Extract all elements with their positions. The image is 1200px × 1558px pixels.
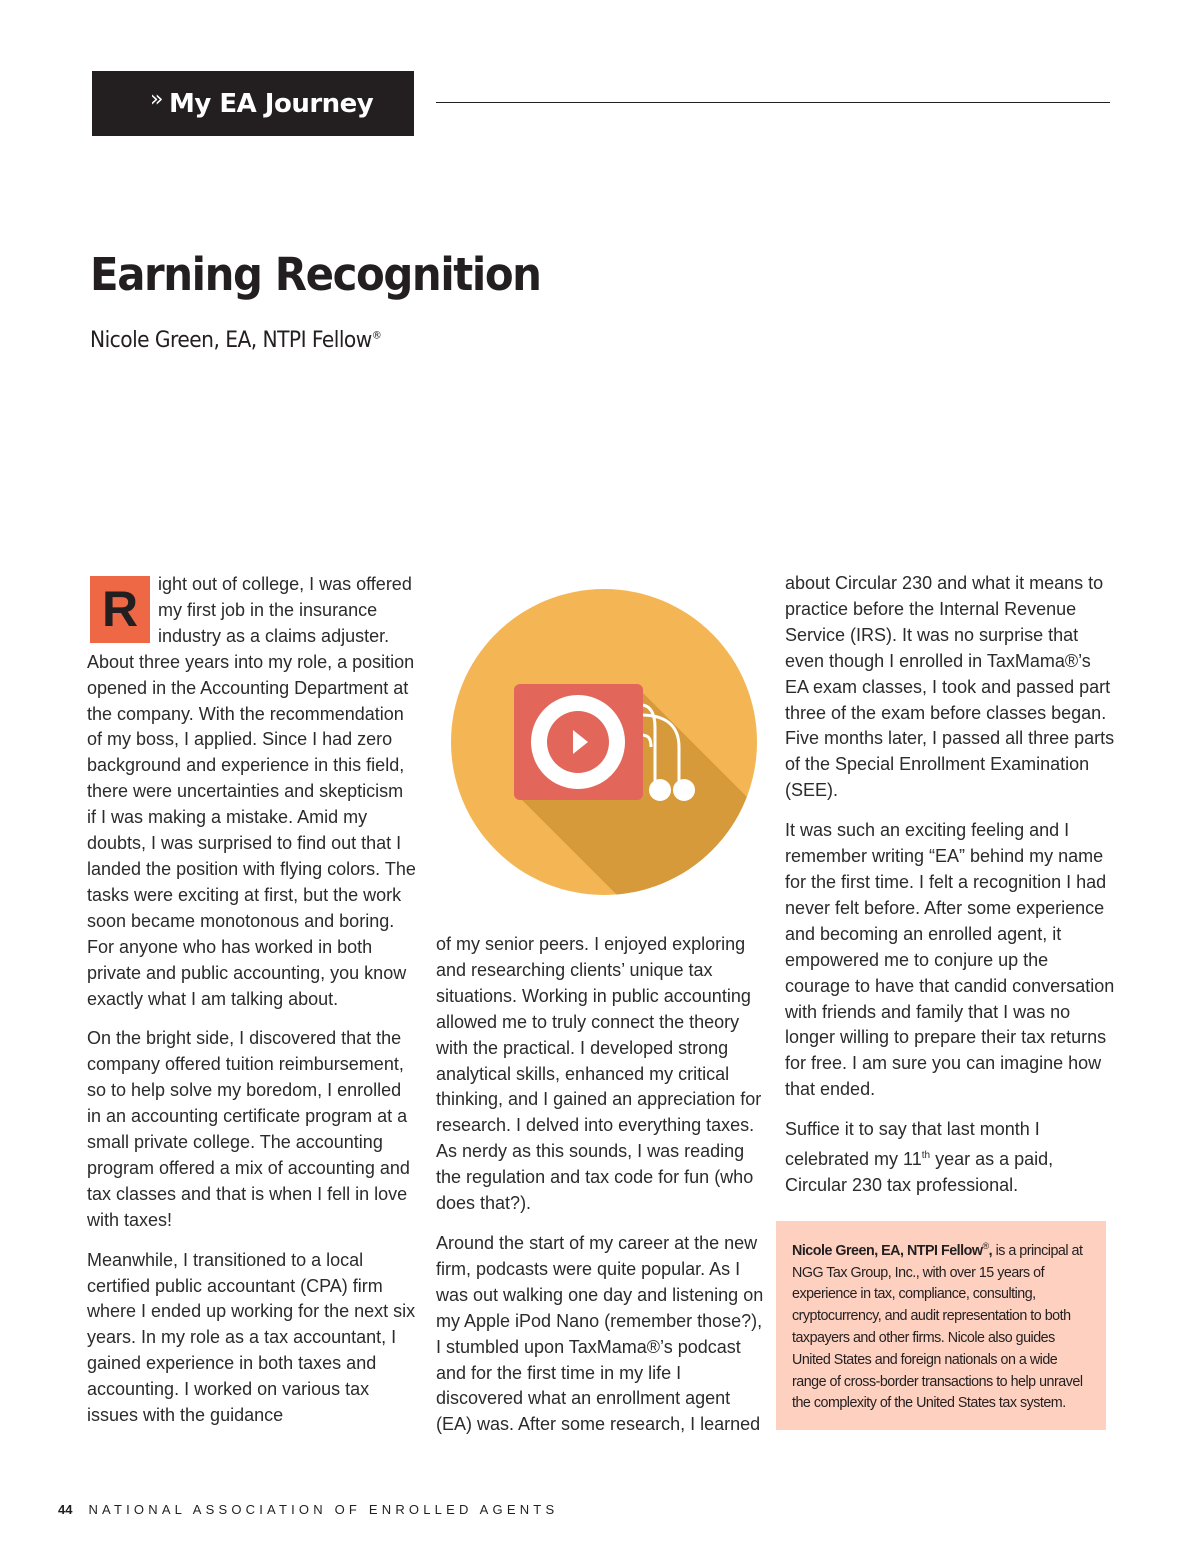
bio-name-comma: , xyxy=(988,1242,993,1259)
article-paragraph xyxy=(785,1117,1115,1199)
article-paragraph: On the bright side, I discovered that the company offered tuition reimbursement, so to help solve my boredom, I enrolled in an accounting certificate program at a small private college. The accounting program offered a mix of accounting and tax classes and that is when I fell in love with taxes! xyxy=(87,1028,410,1230)
page-footer xyxy=(58,1502,558,1517)
earbud-right xyxy=(673,779,695,801)
article-paragraph: of my senior peers. I enjoyed exploring and researching clients’ unique tax situations. Working in public accounting allowed me to truly connect the theory with the practical. I developed strong analytical skills, enhanced my critical thinking, and I gained an appreciation for research. I delved into everything taxes. As nerdy as this sounds, I was reading the regulation and tax code for fun (who does that?). xyxy=(436,934,762,1214)
article-paragraph: Meanwhile, I transitioned to a local certified public accountant (CPA) firm where I ended up working for the next six years. In my role as a tax accountant, I gained experience in both taxes and accounting. I worked on various tax issues with the guidance xyxy=(87,1249,416,1426)
article-column-1 xyxy=(87,572,417,1443)
article-paragraph xyxy=(87,572,417,1012)
author-bio-box xyxy=(776,1221,1106,1430)
page-number: 44 xyxy=(58,1502,73,1517)
ipod-earbuds-icon xyxy=(449,587,759,897)
header-rule xyxy=(436,102,1110,103)
section-label: My EA Journey xyxy=(168,88,374,119)
drop-cap: R xyxy=(90,576,150,643)
organization-name: NATIONAL ASSOCIATION OF ENROLLED AGENTS xyxy=(88,1502,559,1517)
byline-text: Nicole Green, EA, NTPI Fellow xyxy=(90,328,372,353)
article-byline xyxy=(90,328,381,353)
chevron-right-double-icon: » xyxy=(150,87,163,112)
bio-text: is a principal at NGG Tax Group, Inc., with over 15 years of experience in tax, compliance, consulting, cryptocurrency, and audit representation to both taxpayers and other firms. Nicole also guides United States and foreign nationals on a wide range of cross-border transactions to help unravel the complexity of the United States tax system. xyxy=(792,1242,1083,1412)
article-paragraph: It was such an exciting feeling and I remember writing “EA” behind my name for the first time. I felt a recognition I had never felt before. After some experience and becoming an enrolled agent, it empowered me to conjure up the courage to have that candid conversation with friends and family that I was no longer willing to prepare their tax returns for free. I am sure you can imagine how that ended. xyxy=(785,820,1115,1100)
article-title: Earning Recognition xyxy=(90,248,541,301)
paragraph-text: year as a paid, Circular 230 tax professional. xyxy=(785,1149,1054,1195)
ordinal-suffix: th xyxy=(921,1150,931,1162)
earbud-left xyxy=(649,779,671,801)
registered-mark: ® xyxy=(982,1241,989,1251)
bio-author-name: Nicole Green, EA, NTPI Fellow xyxy=(792,1242,983,1259)
article-paragraph: Around the start of my career at the new firm, podcasts were quite popular. As I was out walking one day and listening on my Apple iPod Nano (remember those?), I stumbled upon TaxMama®’s podcast and for the first time in my life I discovered what an enrollment agent (EA) was. After some research, I learned xyxy=(436,1232,764,1435)
article-paragraph: about Circular 230 and what it means to practice before the Internal Revenue Service (IRS). It was no surprise that even though I enrolled in TaxMama®’s EA exam classes, I took and passed part three of the exam before classes began. Five months later, I passed all three parts of the Special Enrollment Examination (SEE). xyxy=(785,573,1115,801)
paragraph-text: ight out of college, I was offered my first job in the insurance industry as a claims adjuster. About three years into my role, a position opened in the Accounting Department at the company. With the recommendation of my boss, I applied. Since I had zero background and experience in this field, there were uncertainties and skepticism if I was making a mistake. Amid my doubts, I was surprised to find out that I landed the position with flying colors. The tasks were exciting at first, but the work soon became monotonous and boring. For anyone who has worked in both private and public accounting, you know exactly what I am talking about. xyxy=(87,574,416,1009)
paragraph-text: Suffice it to say that last month I celebrated my 11 xyxy=(785,1119,1040,1170)
registered-mark: ® xyxy=(371,328,382,342)
section-tag xyxy=(92,71,414,136)
article-column-2 xyxy=(436,932,766,1452)
article-column-3 xyxy=(785,571,1115,1213)
